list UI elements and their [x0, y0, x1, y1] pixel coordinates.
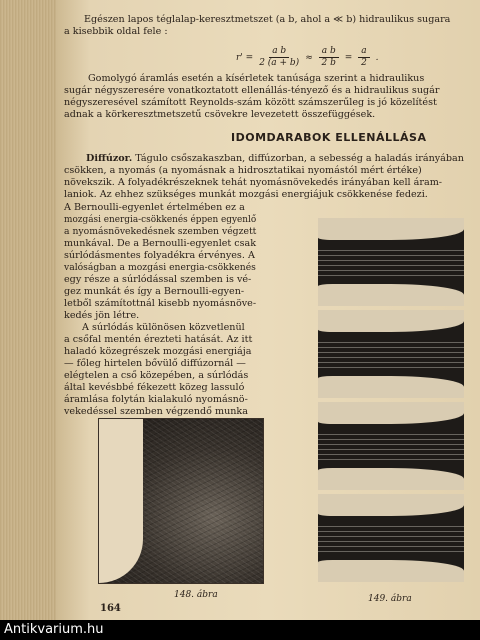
- panel-3-flow: [318, 432, 464, 460]
- diffuzor-line-18: — főleg hirtelen bővülő diffúzornál —: [64, 358, 246, 369]
- formula-fraction-3: $\frac{a}{2}$: [358, 46, 369, 69]
- formula-fraction-1: $\frac{\text{a b}}{2 (a + b)}$: [259, 46, 300, 68]
- intro-line-1: Egészen lapos téglalap-keresztmetszet (a b, ahol a ≪ b) hidraulikus sugara: [84, 14, 451, 25]
- diffuzor-line-1: [86, 153, 464, 165]
- diffuzor-term: Diffúzor.: [86, 153, 133, 164]
- figure-148-diffuser-photo: [98, 418, 264, 584]
- diffuzor-line-20: által kevésbbé fékezett közeg lassuló: [64, 382, 245, 393]
- panel-4-lower-wall: [318, 560, 464, 582]
- panel-2-flow: [318, 340, 464, 368]
- figure-149-caption: 149. ábra: [368, 594, 412, 604]
- diffuzor-line-21: áramlása folytán kialakuló nyomásnö-: [64, 394, 248, 405]
- para2-line-4: adnak a körkeresztmetszetű csövekre levezetett összefüggések.: [64, 109, 376, 120]
- panel-1-lower-wall: [318, 284, 464, 306]
- diffuzor-line-5: A Bernoulli-egyenlet értelmében ez a: [64, 202, 245, 213]
- diffuzor-line-15: A súrlódás különösen közvetlenül: [82, 322, 245, 333]
- panel-4-upper-wall: [318, 494, 464, 516]
- panel-1-flow: [318, 248, 464, 276]
- figure-149-panel-2: [318, 310, 464, 398]
- diffuzor-line-16: a csőfal mentén érezteti hatását. Az itt: [64, 334, 253, 345]
- diffuzor-line-9: súrlódásmentes folyadékra érvényes. A: [64, 250, 255, 261]
- diffuzor-line-14: kedés jön létre.: [64, 310, 140, 321]
- panel-4-flow: [318, 524, 464, 552]
- diffuzor-line-4: laniok. Az ehhez szükséges munkát mozgási energiájuk csökkenése fedezi.: [64, 189, 428, 200]
- diffuzor-line-19: elégtelen a cső közepében, a súrlódás: [64, 370, 249, 381]
- intro-line-2: a kisebbik oldal fele :: [64, 26, 168, 37]
- formula-end: .: [375, 52, 379, 63]
- panel-2-lower-wall: [318, 376, 464, 398]
- formula-fraction-2: $\frac{\text{a b}}{2 b}$: [319, 46, 339, 69]
- diffuzor-line-17: haladó közegrészek mozgási energiája: [64, 346, 252, 357]
- para2-line-1: Gomolygó áramlás esetén a kísérletek tanúsága szerint a hidraulikus: [88, 73, 425, 84]
- diffuzor-line-13: letből számítottnál kisebb nyomásnöve-: [64, 298, 257, 309]
- figure-148-diffuser-wall: [99, 419, 143, 583]
- figure-149-panel-3: [318, 402, 464, 490]
- diffuzor-line-12: gez munkát és így a Bernoulli-egyen-: [64, 286, 245, 297]
- formula-eq: =: [344, 52, 353, 63]
- diffuzor-line-3: növekszik. A folyadékrészeknek tehát nyomásnövekedés irányában kell áram-: [64, 177, 443, 188]
- section-heading: IDOMDARABOK ELLENÁLLÁSA: [231, 131, 427, 144]
- figure-148-caption: 148. ábra: [174, 590, 218, 600]
- panel-3-lower-wall: [318, 468, 464, 490]
- para2-line-2: sugár négyszeresére vonatkoztatott ellenállás-tényező és a hidraulikus sugár: [64, 85, 440, 96]
- diffuzor-line-22: vekedéssel szemben végzendő munka: [64, 406, 248, 417]
- formula-approx: ≈: [305, 52, 313, 63]
- diffuzor-line-6: mozgási energia-csökkenés éppen egyenlő: [64, 214, 257, 225]
- diffuzor-line-11: egy része a súrlódással szemben is vé-: [64, 274, 252, 285]
- hydraulic-radius-formula: [236, 46, 379, 69]
- diffuzor-line-2: csökken, a nyomás (a nyomásnak a hidrosztatikai nyomástól mért értéke): [64, 165, 422, 176]
- panel-1-upper-wall: [318, 218, 464, 240]
- diffuzor-line-10: valóságban a mozgási energia-csökkenés: [64, 262, 256, 273]
- diffuzor-line-8: munkával. De a Bernoulli-egyenlet csak: [64, 238, 256, 249]
- book-page: [56, 0, 480, 620]
- figure-149-panel-4: [318, 494, 464, 582]
- panel-2-upper-wall: [318, 310, 464, 332]
- para2-line-3: négyszeresével számított Reynolds-szám között számszerűleg is jó közelítést: [64, 97, 437, 108]
- page-edge-stack: [0, 0, 62, 640]
- diffuzor-line-7: a nyomásnövekedésnek szemben végzett: [64, 226, 257, 237]
- site-watermark: Antikvarium.hu: [0, 620, 480, 640]
- panel-3-upper-wall: [318, 402, 464, 424]
- formula-lhs: r' =: [236, 52, 254, 63]
- page-number: 164: [100, 603, 121, 614]
- diffuzor-line-1-rest: Tágulo csőszakaszban, diffúzorban, a sebesség a haladás irányában: [132, 153, 464, 164]
- figure-149-panel-1: [318, 218, 464, 306]
